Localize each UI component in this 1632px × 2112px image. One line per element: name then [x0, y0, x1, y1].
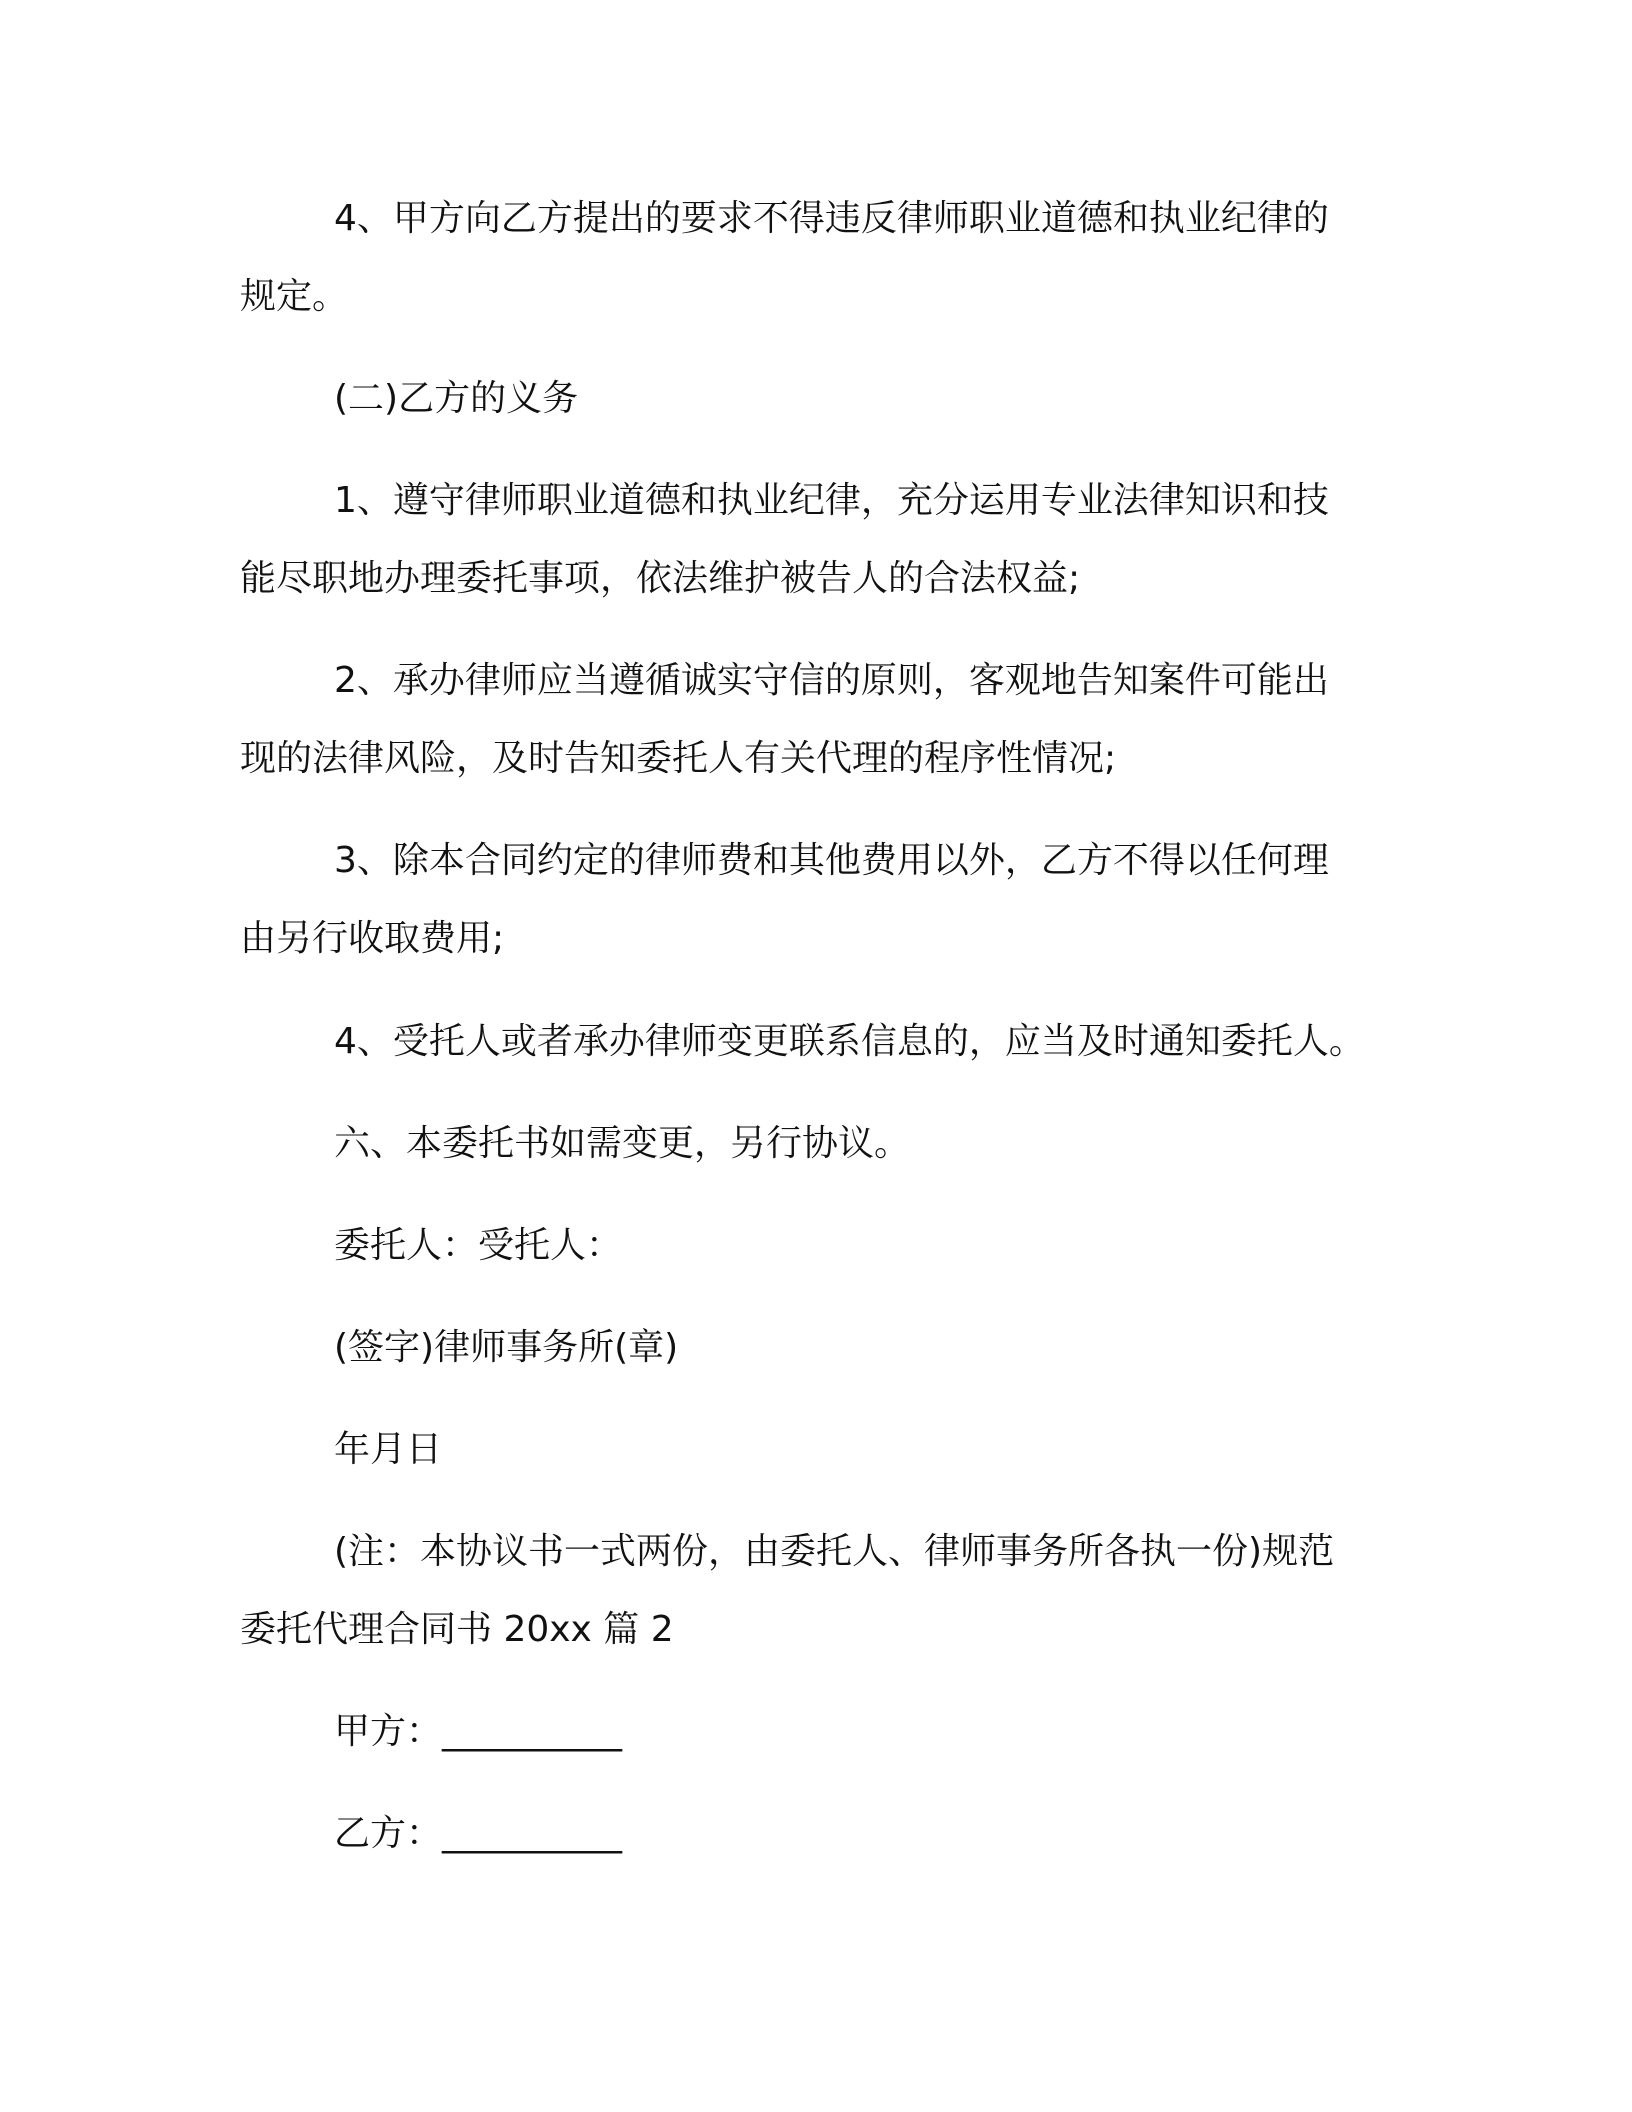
paragraph-line: 年月日 [334, 1429, 443, 1470]
paragraph-clause-six [240, 1105, 910, 1183]
party-a-line [240, 1693, 622, 1771]
party-b-blank: __________ [442, 1813, 623, 1854]
paragraph-note [240, 1513, 1334, 1669]
paragraph-line: 4、甲方向乙方提出的要求不得违反律师职业道德和执业纪律的 [334, 198, 1329, 239]
paragraph-line: 委托人：受托人： [334, 1225, 623, 1266]
signature-parties-line [240, 1207, 622, 1285]
paragraph-obligation-2 [240, 642, 1329, 798]
party-a-label: 甲方： [334, 1711, 443, 1752]
paragraph-line: 委托代理合同书 20xx 篇 2 [240, 1609, 674, 1650]
paragraph-line: 3、除本合同约定的律师费和其他费用以外，乙方不得以任何理 [334, 840, 1329, 881]
paragraph-line: 能尽职地办理委托事项，依法维护被告人的合法权益; [240, 558, 1081, 599]
paragraph-line: (签字)律师事务所(章) [334, 1327, 679, 1368]
paragraph-obligation-4 [240, 1003, 1365, 1081]
section-heading: (二)乙方的义务 [334, 378, 579, 419]
paragraph-line: 1、遵守律师职业道德和执业纪律，充分运用专业法律知识和技 [334, 480, 1329, 521]
paragraph-line: 现的法律风险，及时告知委托人有关代理的程序性情况; [240, 738, 1117, 779]
paragraph-obligation-1 [240, 462, 1329, 618]
paragraph-line: 4、受托人或者承办律师变更联系信息的，应当及时通知委托人。 [334, 1021, 1365, 1062]
paragraph-line: 六、本委托书如需变更，另行协议。 [334, 1123, 911, 1164]
party-b-label: 乙方： [334, 1813, 443, 1854]
date-line [240, 1411, 442, 1489]
paragraph-line: 规定。 [240, 276, 349, 317]
party-b-line [240, 1795, 622, 1873]
paragraph-line: 由另行收取费用; [240, 918, 505, 959]
section-heading-party-b-obligations [240, 360, 578, 438]
paragraph-line: (注：本协议书一式两份，由委托人、律师事务所各执一份)规范 [334, 1531, 1335, 1572]
paragraph-party-a-requirement [240, 180, 1329, 336]
paragraph-line: 2、承办律师应当遵循诚实守信的原则，客观地告知案件可能出 [334, 660, 1329, 701]
party-a-blank: __________ [442, 1711, 623, 1752]
paragraph-obligation-3 [240, 822, 1329, 978]
signature-seal-line [240, 1309, 678, 1387]
